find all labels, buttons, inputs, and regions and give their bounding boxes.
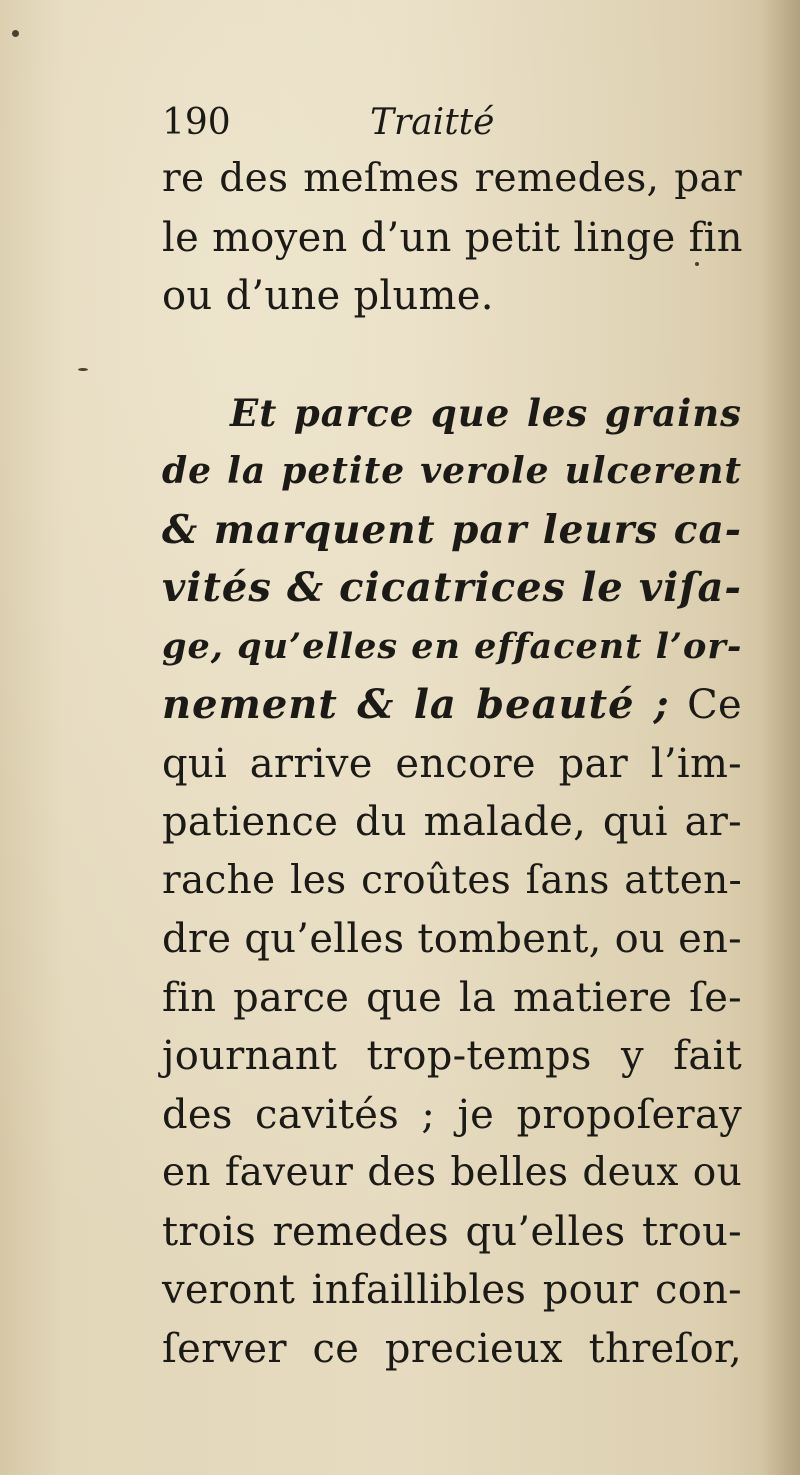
italic-line: Et parce que les grains bbox=[230, 390, 742, 435]
text-line: fin parce que la matiere ſe- bbox=[162, 974, 742, 1021]
text-line: qui arrive encore par l’im- bbox=[162, 740, 742, 787]
page-number: 190 bbox=[162, 102, 231, 143]
ink-speck bbox=[78, 368, 88, 371]
text-line: dre qu’elles tombent, ou en- bbox=[162, 916, 742, 962]
text-line: le moyen d’un petit linge fin bbox=[162, 214, 743, 261]
italic-line: vités & cicatrices le viſa- bbox=[162, 564, 742, 611]
italic-line: ge, qu’elles en effacent l’or- bbox=[162, 625, 743, 667]
ink-speck bbox=[12, 30, 19, 37]
text-line: trois remedes qu’elles trou- bbox=[162, 1208, 742, 1255]
mixed-line-italic: nement & la beauté ; bbox=[162, 681, 670, 728]
text-line: veront infaillibles pour con- bbox=[162, 1267, 742, 1313]
text-line: ſerver ce precieux threſor, bbox=[162, 1325, 742, 1372]
text-line: rache les croûtes ſans atten- bbox=[162, 857, 742, 903]
italic-line: de la petite verole ulcerent bbox=[162, 450, 742, 492]
page-header bbox=[162, 98, 722, 148]
italic-line: & marquent par leurs ca- bbox=[162, 506, 742, 553]
text-line: journant trop-temps y fait bbox=[162, 1033, 742, 1079]
page-edge-shadow bbox=[760, 0, 800, 1475]
running-head: Traitté bbox=[370, 102, 495, 143]
paragraph-gap bbox=[162, 326, 742, 384]
mixed-line bbox=[162, 676, 742, 735]
mixed-line-roman: Ce bbox=[669, 682, 742, 728]
text-line: patience du malade, qui ar- bbox=[162, 799, 742, 845]
text-line: ou d’une plume. bbox=[162, 273, 494, 319]
text-line: des cavités ; je propoſeray bbox=[162, 1091, 742, 1138]
body-text bbox=[162, 150, 742, 1378]
text-line: en faveur des belles deux ou bbox=[162, 1150, 742, 1195]
text-line: re des meſmes remedes, par bbox=[162, 156, 742, 201]
